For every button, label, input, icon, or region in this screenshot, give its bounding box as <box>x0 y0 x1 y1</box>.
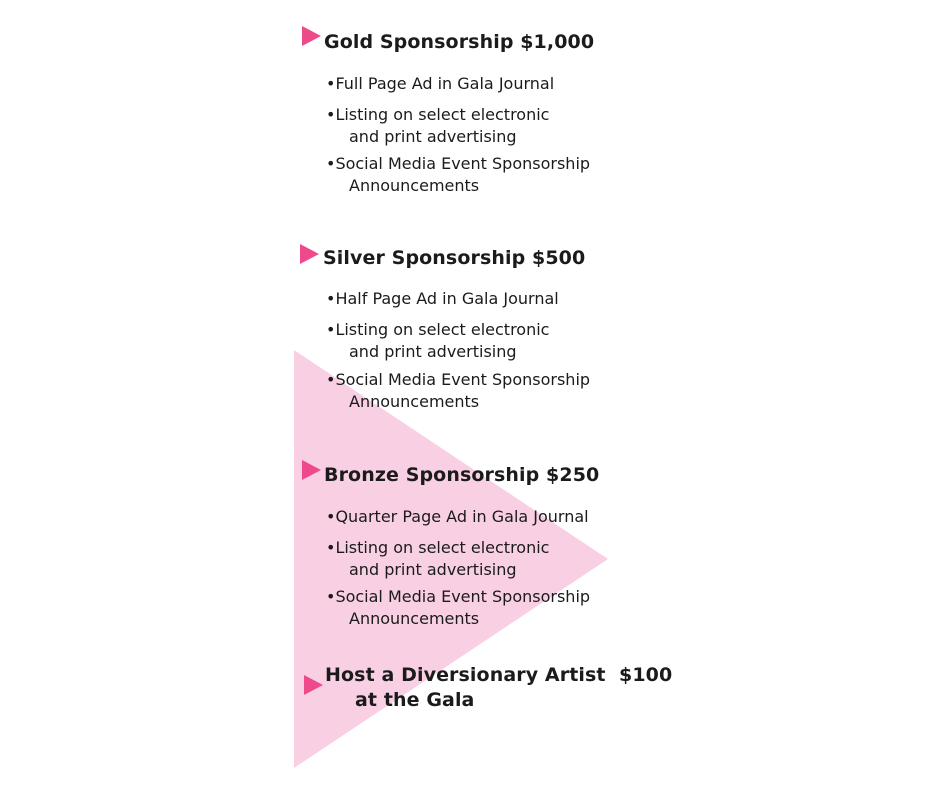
bullet-line: •Social Media Event Sponsorship <box>326 587 591 606</box>
list-item <box>326 104 549 148</box>
bullet-line: •Quarter Page Ad in Gala Journal <box>326 507 589 526</box>
list-item <box>326 153 590 197</box>
bullet-line: •Listing on select electronic <box>326 538 550 557</box>
bronze-sponsorship-heading: Bronze Sponsorship $250 <box>324 464 600 486</box>
list-item <box>326 288 559 310</box>
bullet-line: •Full Page Ad in Gala Journal <box>326 74 555 93</box>
silver-sponsorship-heading: Silver Sponsorship $500 <box>323 247 586 269</box>
list-item <box>326 586 590 630</box>
bullet-line: •Listing on select electronic <box>326 105 550 124</box>
play-triangle-icon <box>300 244 319 264</box>
list-item <box>326 537 549 581</box>
bullet-line-continued: and print advertising <box>349 560 517 579</box>
list-item <box>326 506 589 528</box>
bullet-line: •Listing on select electronic <box>326 320 550 339</box>
bullet-line-continued: Announcements <box>349 176 480 195</box>
host-artist-heading: Host a Diversionary Artist $100 <box>325 664 673 686</box>
play-triangle-icon <box>304 675 323 695</box>
list-item <box>326 73 554 95</box>
bullet-line: •Social Media Event Sponsorship <box>326 370 591 389</box>
bullet-line: •Half Page Ad in Gala Journal <box>326 289 559 308</box>
host-artist-heading-line2: at the Gala <box>355 689 475 711</box>
list-item <box>326 319 549 363</box>
list-item <box>326 369 590 413</box>
play-triangle-icon <box>302 460 321 480</box>
bullet-line-continued: and print advertising <box>349 127 517 146</box>
bullet-line-continued: Announcements <box>349 609 480 628</box>
bullet-line-continued: Announcements <box>349 392 480 411</box>
bullet-line: •Social Media Event Sponsorship <box>326 154 591 173</box>
play-triangle-icon <box>302 26 321 46</box>
bullet-line-continued: and print advertising <box>349 342 517 361</box>
gold-sponsorship-heading: Gold Sponsorship $1,000 <box>324 31 595 53</box>
